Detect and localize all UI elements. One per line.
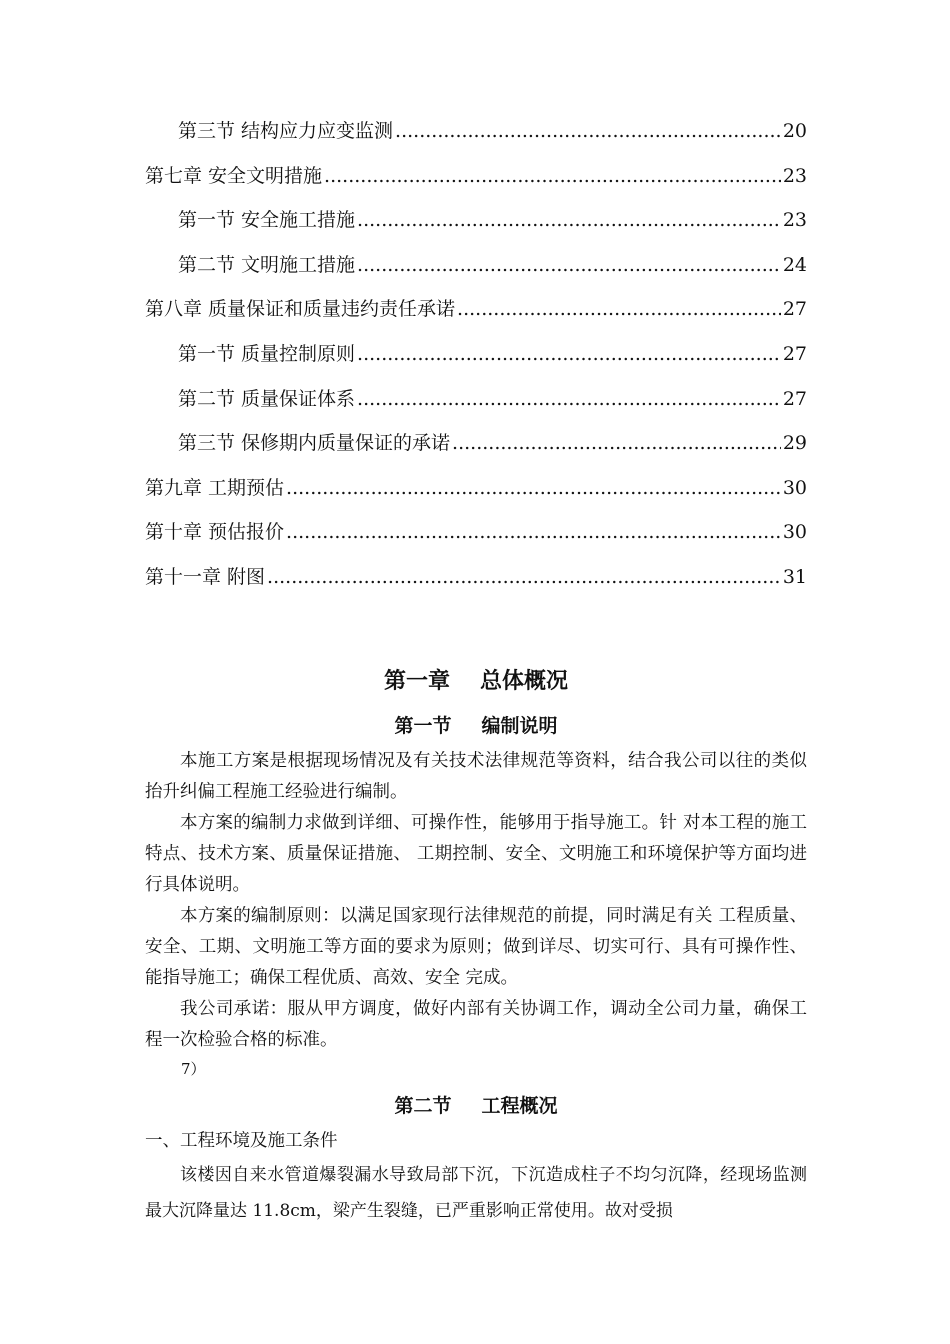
toc-entry[interactable] [145, 161, 807, 206]
toc-entry-title: 第七章 安全文明措施 [145, 164, 323, 187]
paragraph: 本方案的编制原则：以满足国家现行法律规范的前提，同时满足有关 工程质量、安全、工期、文明施工等方面的要求为原则；做到详尽、切实可行、具有可操作性、能指导施工；确保工程优质、高效、安全 完成。 [145, 906, 807, 988]
toc-page-number: 29 [782, 432, 807, 455]
toc-page-number: 27 [782, 298, 807, 321]
toc-entry-title: 第一节 安全施工措施 [178, 209, 356, 232]
toc-entry[interactable] [145, 294, 807, 339]
toc-page-number: 24 [782, 253, 807, 276]
toc-entry[interactable] [145, 428, 807, 473]
chapter-heading [145, 662, 807, 706]
paragraph: 我公司承诺：服从甲方调度，做好内部有关协调工作，调动全公司力量，确保工程一次检验合格的标准。 [145, 999, 807, 1050]
toc-leader-dots [324, 165, 781, 187]
toc-page-number: 20 [782, 120, 807, 142]
section-title: 工程概况 [481, 1095, 558, 1117]
toc-entry[interactable] [145, 473, 807, 518]
toc-entry-title: 第十章 预估报价 [145, 521, 285, 544]
toc-entry-title: 第三节 结构应力应变监测 [178, 120, 394, 142]
toc-leader-dots [452, 432, 781, 454]
paragraph: 该楼因自来水管道爆裂漏水导致局部下沉，下沉造成柱子不均匀沉降，经现场监测最大沉降量达 11.8cm，梁产生裂缝，已严重影响正常使用。故对受损 [145, 1165, 807, 1221]
toc-entry-title: 第二节 质量保证体系 [178, 387, 356, 410]
toc-page-number: 23 [782, 164, 807, 187]
toc-entry-title: 第九章 工期预估 [145, 476, 285, 499]
section-heading [145, 1086, 807, 1126]
toc-page-number: 27 [782, 387, 807, 410]
chapter-body [145, 662, 807, 1229]
section-heading [145, 706, 807, 746]
toc-leader-dots [357, 388, 781, 410]
toc-leader-dots [357, 209, 781, 231]
chapter-number: 第一章 [383, 669, 450, 694]
toc-entry[interactable] [145, 250, 807, 295]
chapter-title: 总体概况 [480, 669, 569, 694]
toc-leader-dots [286, 477, 781, 499]
paragraph: 本方案的编制力求做到详细、可操作性，能够用于指导施工。针 对本工程的施工特点、技术方案、质量保证措施、 工期控制、安全、文明施工和环境保护等方面均进行具体说明。 [145, 813, 807, 895]
list-marker-note: 7） [181, 1060, 206, 1078]
toc-entry-title: 第二节 文明施工措施 [178, 253, 356, 276]
toc-leader-dots [457, 298, 781, 320]
toc-page-number: 30 [782, 476, 807, 499]
section-number: 第二节 [394, 1095, 452, 1117]
toc-page-number: 30 [782, 521, 807, 544]
toc-leader-dots [395, 120, 781, 142]
toc-entry[interactable] [145, 339, 807, 384]
toc-leader-dots [357, 254, 781, 276]
toc-entry[interactable] [145, 562, 807, 607]
table-of-contents [145, 116, 807, 607]
toc-entry[interactable] [145, 384, 807, 429]
toc-entry[interactable] [145, 116, 807, 161]
toc-entry-title: 第一节 质量控制原则 [178, 342, 356, 365]
subheading: 一、工程环境及施工条件 [145, 1131, 338, 1151]
section-title: 编制说明 [481, 715, 558, 737]
toc-entry[interactable] [145, 517, 807, 562]
toc-entry-title: 第八章 质量保证和质量违约责任承诺 [145, 298, 456, 321]
toc-page-number: 23 [782, 209, 807, 232]
toc-entry-title: 第十一章 附图 [145, 565, 266, 588]
section-number: 第一节 [394, 715, 452, 737]
toc-page-number: 27 [782, 342, 807, 365]
toc-leader-dots [267, 566, 781, 588]
toc-entry-title: 第三节 保修期内质量保证的承诺 [178, 432, 451, 455]
toc-leader-dots [286, 521, 781, 543]
paragraph: 本施工方案是根据现场情况及有关技术法律规范等资料，结合我公司以往的类似抬升纠偏工程施工经验进行编制。 [145, 751, 807, 802]
toc-entry[interactable] [145, 205, 807, 250]
toc-page-number: 31 [782, 565, 807, 588]
toc-leader-dots [357, 343, 781, 365]
